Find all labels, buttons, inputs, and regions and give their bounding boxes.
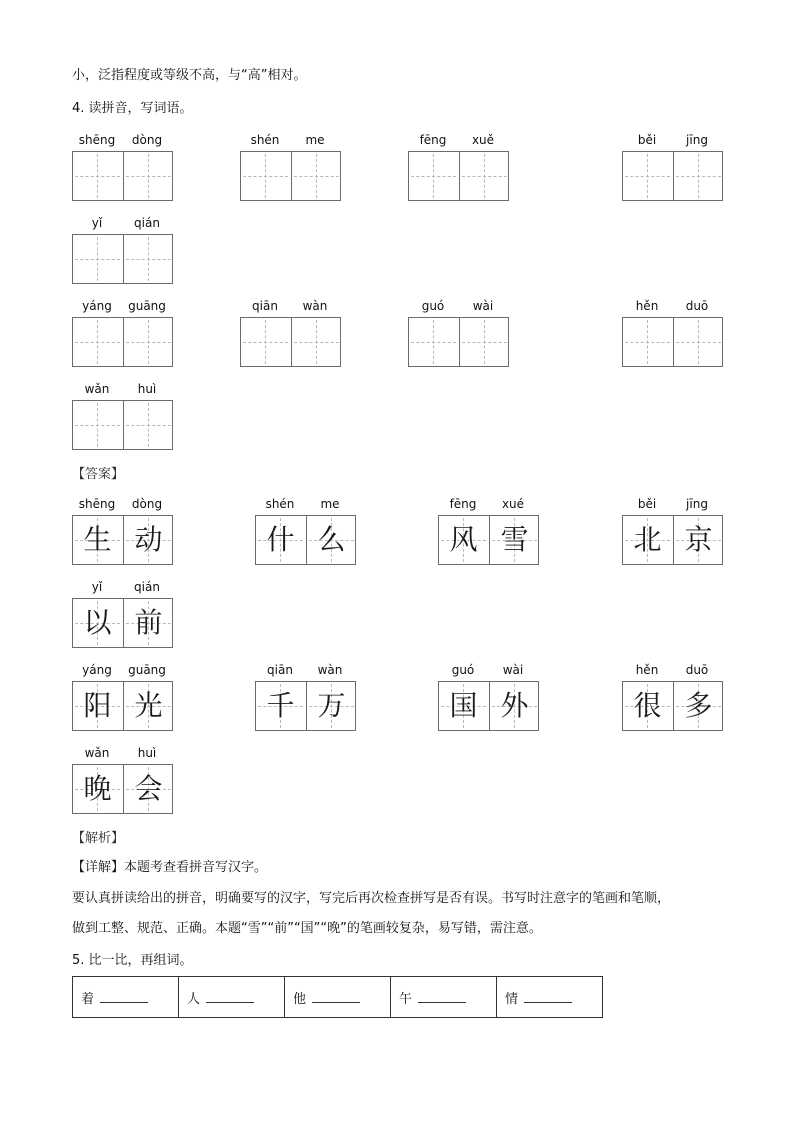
pinyin-label: wàn xyxy=(302,299,328,313)
compare-char: 午 xyxy=(399,991,413,1007)
pinyin-label: shēng xyxy=(78,497,116,511)
guide-line-vertical xyxy=(316,154,317,198)
answer-grid xyxy=(255,663,356,731)
pinyin-label: me xyxy=(320,497,340,511)
pinyin-label: xué xyxy=(501,497,525,511)
compare-table xyxy=(72,976,603,1018)
detail-line: 【详解】本题考查看拼音写汉字。 xyxy=(72,860,268,875)
guide-line-vertical xyxy=(433,320,434,364)
answer-cell xyxy=(123,682,173,730)
writing-cell[interactable] xyxy=(241,152,290,200)
tian-zi-box xyxy=(72,681,173,731)
writing-cell[interactable] xyxy=(459,152,509,200)
writing-cell[interactable] xyxy=(623,152,672,200)
tian-zi-box[interactable] xyxy=(72,234,173,284)
guide-line-vertical xyxy=(148,237,149,281)
word-grid xyxy=(622,133,723,201)
pinyin-label: huì xyxy=(137,746,157,760)
pinyin-label: shēng xyxy=(78,133,116,147)
pinyin-label: wài xyxy=(472,299,494,313)
tian-zi-box xyxy=(72,764,173,814)
guide-line-vertical xyxy=(97,154,98,198)
guide-line-vertical xyxy=(97,403,98,447)
compare-cell[interactable] xyxy=(73,977,179,1018)
answer-character: 北 xyxy=(633,523,662,556)
writing-cell[interactable] xyxy=(291,152,341,200)
answer-cell xyxy=(306,682,356,730)
answer-label: 【答案】 xyxy=(72,467,125,482)
word-grid xyxy=(622,299,723,367)
word-grid xyxy=(72,216,173,284)
pinyin-label: guó xyxy=(421,299,445,313)
answer-character: 阳 xyxy=(83,689,112,722)
tian-zi-box xyxy=(438,681,539,731)
guide-line-vertical xyxy=(647,320,648,364)
pinyin-label: shén xyxy=(265,497,295,511)
answer-cell xyxy=(623,682,672,730)
answer-character: 晚 xyxy=(83,772,112,805)
pinyin-label: shén xyxy=(250,133,280,147)
pinyin-label: huì xyxy=(137,382,157,396)
word-grid xyxy=(408,133,509,201)
writing-cell[interactable] xyxy=(623,318,672,366)
pinyin-label: dòng xyxy=(131,133,163,147)
pinyin-label: duō xyxy=(685,299,709,313)
compare-char: 情 xyxy=(505,991,519,1007)
answer-grid xyxy=(72,580,173,648)
writing-cell[interactable] xyxy=(123,318,173,366)
compare-char: 人 xyxy=(187,991,201,1007)
answer-character: 千 xyxy=(266,689,295,722)
intro-line: 小，泛指程度或等级不高，与“高”相对。 xyxy=(72,68,307,83)
answer-cell xyxy=(73,765,122,813)
tian-zi-box[interactable] xyxy=(240,317,341,367)
pinyin-label: guó xyxy=(451,663,475,677)
pinyin-label: yáng xyxy=(82,299,112,313)
compare-cell[interactable] xyxy=(285,977,391,1018)
writing-cell[interactable] xyxy=(123,152,173,200)
explain-line-2: 做到工整、规范、正确。本题“雪”“前”“国”“晚”的笔画较复杂，易写错，需注意。 xyxy=(72,921,542,936)
tian-zi-box[interactable] xyxy=(622,151,723,201)
answer-cell xyxy=(439,682,488,730)
answer-grid xyxy=(622,497,723,565)
explain-line-1: 要认真拼读给出的拼音，明确要写的汉字，写完后再次检查拼写是否有误。书写时注意字的笔画和笔顺， xyxy=(72,891,671,906)
guide-line-vertical xyxy=(265,320,266,364)
writing-cell[interactable] xyxy=(673,152,723,200)
pinyin-label: me xyxy=(305,133,325,147)
compare-cell[interactable] xyxy=(391,977,497,1018)
guide-line-vertical xyxy=(484,320,485,364)
pinyin-label: jīng xyxy=(686,497,708,511)
pinyin-label: fēng xyxy=(419,133,447,147)
answer-cell xyxy=(73,682,122,730)
pinyin-label: guāng xyxy=(128,663,166,677)
guide-line-vertical xyxy=(698,154,699,198)
tian-zi-box[interactable] xyxy=(240,151,341,201)
question-4-title: 4. 读拼音，写词语。 xyxy=(72,101,193,116)
tian-zi-box xyxy=(622,681,723,731)
pinyin-label: qiān xyxy=(252,299,278,313)
answer-cell xyxy=(306,516,356,564)
word-grid xyxy=(408,299,509,367)
word-grid xyxy=(72,133,173,201)
answer-cell xyxy=(489,682,539,730)
answer-cell xyxy=(123,516,173,564)
question-5-title: 5. 比一比，再组词。 xyxy=(72,953,193,968)
answer-character: 外 xyxy=(500,689,529,722)
answer-blank[interactable] xyxy=(100,990,148,1003)
writing-cell[interactable] xyxy=(73,318,122,366)
writing-cell[interactable] xyxy=(73,235,122,283)
answer-cell xyxy=(439,516,488,564)
guide-line-vertical xyxy=(97,320,98,364)
compare-char: 着 xyxy=(81,991,95,1007)
tian-zi-box xyxy=(622,515,723,565)
tian-zi-box[interactable] xyxy=(72,151,173,201)
pinyin-label: duō xyxy=(685,663,709,677)
compare-char: 他 xyxy=(293,991,307,1007)
pinyin-label: wài xyxy=(502,663,524,677)
answer-grid xyxy=(72,663,173,731)
tian-zi-box xyxy=(255,515,356,565)
answer-character: 么 xyxy=(317,523,346,556)
writing-cell[interactable] xyxy=(73,401,122,449)
pinyin-label: yáng xyxy=(82,663,112,677)
pinyin-label: wǎn xyxy=(84,746,110,760)
tian-zi-box[interactable] xyxy=(72,400,173,450)
answer-grid xyxy=(72,497,173,565)
answer-cell xyxy=(489,516,539,564)
writing-cell[interactable] xyxy=(73,152,122,200)
guide-line-vertical xyxy=(148,403,149,447)
writing-cell[interactable] xyxy=(123,401,173,449)
guide-line-vertical xyxy=(265,154,266,198)
tian-zi-box[interactable] xyxy=(622,317,723,367)
pinyin-label: qián xyxy=(134,580,160,594)
guide-line-vertical xyxy=(433,154,434,198)
answer-cell xyxy=(123,599,173,647)
word-grid xyxy=(240,299,341,367)
pinyin-label: dòng xyxy=(131,497,163,511)
tian-zi-box xyxy=(255,681,356,731)
writing-cell[interactable] xyxy=(241,318,290,366)
analysis-label: 【解析】 xyxy=(72,831,125,846)
tian-zi-box xyxy=(438,515,539,565)
answer-cell xyxy=(123,765,173,813)
answer-grid xyxy=(438,497,539,565)
pinyin-label: qián xyxy=(134,216,160,230)
guide-line-vertical xyxy=(148,320,149,364)
tian-zi-box[interactable] xyxy=(408,317,509,367)
pinyin-label: yǐ xyxy=(91,216,103,230)
guide-line-vertical xyxy=(316,320,317,364)
answer-cell xyxy=(623,516,672,564)
pinyin-label: jīng xyxy=(686,133,708,147)
tian-zi-box xyxy=(72,598,173,648)
answer-character: 生 xyxy=(83,523,112,556)
pinyin-label: xuě xyxy=(471,133,495,147)
answer-character: 动 xyxy=(134,523,163,556)
answer-grid xyxy=(622,663,723,731)
answer-character: 很 xyxy=(633,689,662,722)
answer-character: 会 xyxy=(134,772,163,805)
answer-grid xyxy=(72,746,173,814)
compare-row xyxy=(73,977,603,1018)
word-grid xyxy=(72,382,173,450)
answer-grid xyxy=(438,663,539,731)
answer-cell xyxy=(256,516,305,564)
tian-zi-box[interactable] xyxy=(408,151,509,201)
answer-character: 国 xyxy=(449,689,478,722)
guide-line-vertical xyxy=(647,154,648,198)
answer-character: 京 xyxy=(684,523,713,556)
guide-line-vertical xyxy=(484,154,485,198)
writing-cell[interactable] xyxy=(291,318,341,366)
answer-blank[interactable] xyxy=(524,990,572,1003)
pinyin-label: hěn xyxy=(635,299,659,313)
answer-cell xyxy=(673,516,723,564)
pinyin-label: běi xyxy=(637,497,657,511)
answer-character: 什 xyxy=(266,523,295,556)
pinyin-label: běi xyxy=(637,133,657,147)
answer-cell xyxy=(73,516,122,564)
guide-line-vertical xyxy=(698,320,699,364)
pinyin-label: wàn xyxy=(317,663,343,677)
answer-character: 雪 xyxy=(500,523,529,556)
answer-grid xyxy=(255,497,356,565)
answer-character: 光 xyxy=(134,689,163,722)
writing-cell[interactable] xyxy=(459,318,509,366)
answer-character: 风 xyxy=(449,523,478,556)
answer-cell xyxy=(673,682,723,730)
guide-line-vertical xyxy=(148,154,149,198)
answer-character: 多 xyxy=(684,689,713,722)
answer-blank[interactable] xyxy=(312,990,360,1003)
writing-cell[interactable] xyxy=(409,318,458,366)
tian-zi-box[interactable] xyxy=(72,317,173,367)
answer-character: 前 xyxy=(134,606,163,639)
answer-cell xyxy=(256,682,305,730)
word-grid xyxy=(240,133,341,201)
pinyin-label: hěn xyxy=(635,663,659,677)
answer-character: 以 xyxy=(83,606,112,639)
answer-blank[interactable] xyxy=(206,990,254,1003)
compare-cell[interactable] xyxy=(497,977,603,1018)
answer-blank[interactable] xyxy=(418,990,466,1003)
tian-zi-box xyxy=(72,515,173,565)
guide-line-vertical xyxy=(97,237,98,281)
pinyin-label: fēng xyxy=(449,497,477,511)
compare-cell[interactable] xyxy=(179,977,285,1018)
answer-cell xyxy=(73,599,122,647)
pinyin-label: qiān xyxy=(267,663,293,677)
writing-cell[interactable] xyxy=(123,235,173,283)
answer-character: 万 xyxy=(317,689,346,722)
pinyin-label: yǐ xyxy=(91,580,103,594)
pinyin-label: wǎn xyxy=(84,382,110,396)
pinyin-label: guāng xyxy=(128,299,166,313)
writing-cell[interactable] xyxy=(409,152,458,200)
word-grid xyxy=(72,299,173,367)
writing-cell[interactable] xyxy=(673,318,723,366)
